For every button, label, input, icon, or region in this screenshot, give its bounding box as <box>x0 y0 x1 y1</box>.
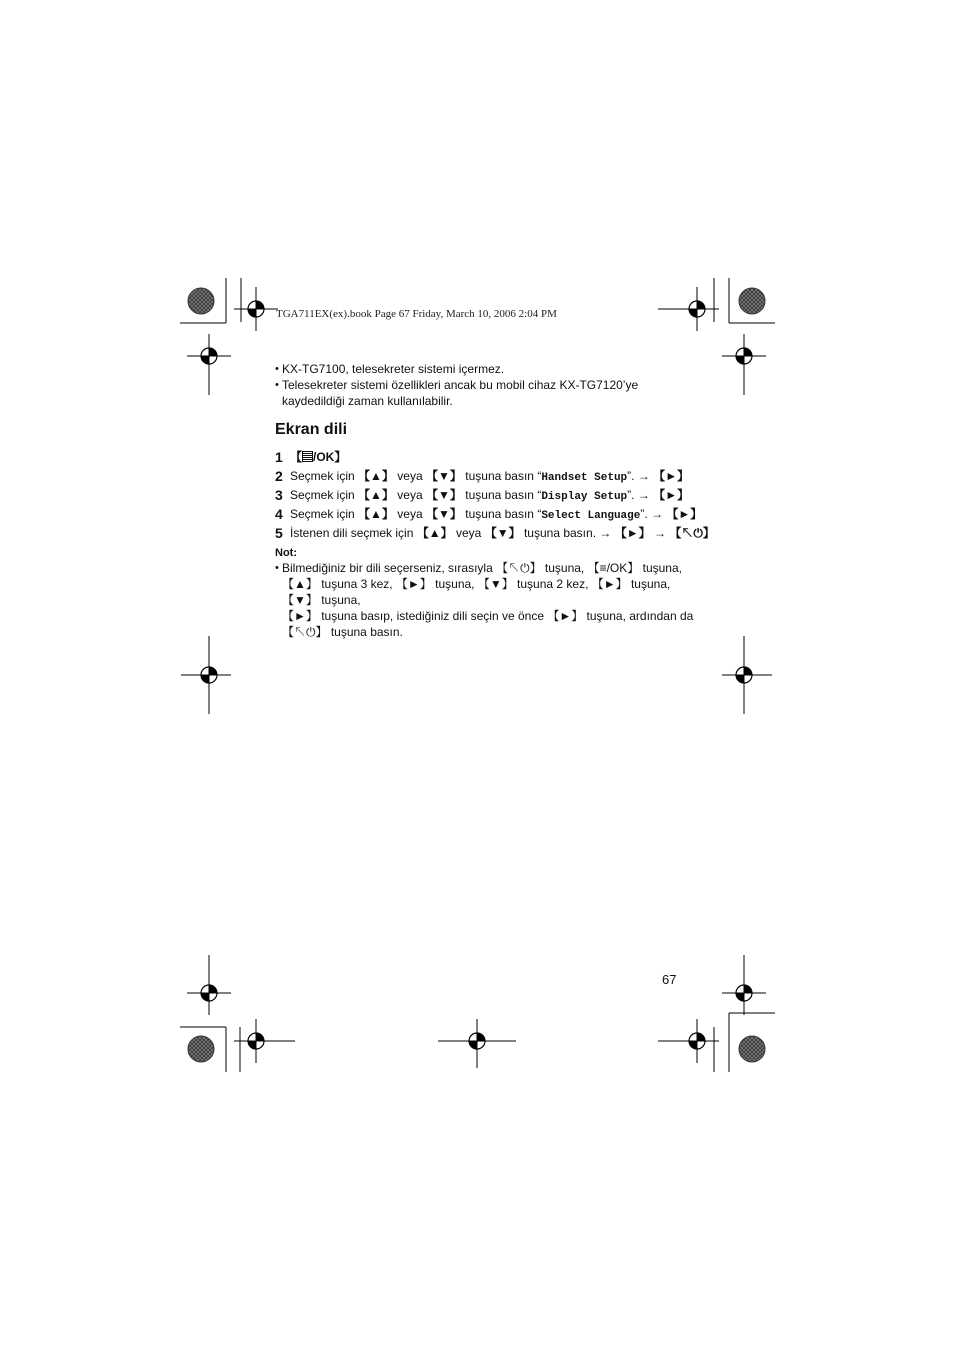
step-text: tuşuna basın “ <box>465 469 542 483</box>
up-key: 【▲】 <box>358 507 394 521</box>
registration-mark-icon <box>187 971 231 1015</box>
down-key: 【▼】 <box>426 488 462 502</box>
step-2: 2 Seçmek için 【▲】 veya 【▼】 tuşuna basın “Handset Setup”. → 【►】 <box>275 468 690 484</box>
down-key: 【▼】 <box>426 507 462 521</box>
step-1 <box>275 448 695 467</box>
registration-mark-icon <box>187 653 231 697</box>
menu-icon <box>302 451 313 462</box>
step-text: tuşuna basın “ <box>465 507 542 521</box>
step-5 <box>275 524 715 543</box>
step-text: Seçmek için <box>290 469 355 483</box>
right-key: 【►】 <box>653 488 690 502</box>
step-number: 5 <box>275 525 283 541</box>
menu-item-code: Handset Setup <box>541 472 628 484</box>
step-text: tuşuna basın “ <box>465 488 542 502</box>
color-wheel-icon <box>188 288 214 314</box>
off-key: 【↖⏻】 <box>669 526 715 540</box>
page-content <box>275 361 715 640</box>
menu-item-code: Select Language <box>541 510 641 522</box>
step-3: 3 Seçmek için 【▲】 veya 【▼】 tuşuna basın “Display Setup”. → 【►】 <box>275 487 690 503</box>
registration-mark-icon <box>722 653 766 697</box>
note-line: • Bilmediğiniz bir dili seçerseniz, sırasıyla 【↖⏻】 tuşuna, 【≡/OK】 tuşuna, <box>282 561 682 575</box>
menu-item-code: Display Setup <box>541 491 628 503</box>
up-key: 【▲】 <box>358 488 394 502</box>
bullet-item: • Telesekreter sistemi özellikleri ancak bu mobil cihaz KX-TG7120’ye kaydedildiği zaman kullanılabilir. <box>275 377 695 409</box>
color-wheel-icon <box>739 288 765 314</box>
step-number: 1 <box>275 449 283 465</box>
note-line: 【▲】 tuşuna 3 kez, 【►】 tuşuna, 【▼】 tuşuna 2 kez, 【►】 tuşuna, 【▼】 tuşuna, <box>282 577 671 607</box>
up-key: 【▲】 <box>358 469 394 483</box>
page-number: 67 <box>662 972 677 987</box>
step-text: Seçmek için <box>290 507 355 521</box>
arrow-icon: → <box>637 488 650 502</box>
note-line: 【↖⏻】 tuşuna basın. <box>282 625 403 639</box>
arrow-icon: → <box>653 526 666 540</box>
note-text <box>275 560 695 640</box>
down-key: 【▼】 <box>426 469 462 483</box>
step-number: 2 <box>275 468 283 484</box>
step-text: veya <box>397 488 423 502</box>
print-header-info: TGA711EX(ex).book Page 67 Friday, March 10, 2006 2:04 PM <box>276 308 557 320</box>
registration-mark-icon <box>722 971 766 1015</box>
step-number: 3 <box>275 487 283 503</box>
menu-ok-key: 【 /OK】 <box>290 450 347 464</box>
bullet-item: • KX-TG7100, telesekreter sistemi içermez. <box>275 361 695 377</box>
step-text: veya <box>397 507 423 521</box>
note-line: 【►】 tuşuna basıp, istediğiniz dili seçin ve önce 【►】 tuşuna, ardından da <box>282 609 694 623</box>
step-text: veya <box>456 526 482 540</box>
arrow-icon: → <box>651 507 664 521</box>
step-text: tuşuna basın. <box>523 526 597 540</box>
color-wheel-icon <box>739 1036 765 1062</box>
arrow-icon: → <box>637 469 650 483</box>
step-number: 4 <box>275 506 283 522</box>
note-label: Not: <box>275 547 297 559</box>
color-wheel-icon <box>188 1036 214 1062</box>
step-text: Seçmek için <box>290 488 355 502</box>
section-title: Ekran dili <box>275 421 348 438</box>
down-key: 【▼】 <box>484 526 521 540</box>
arrow-icon: → <box>599 526 612 540</box>
right-key: 【►】 <box>614 526 651 540</box>
up-key: 【▲】 <box>416 526 453 540</box>
right-key: 【►】 <box>653 469 690 483</box>
step-text: veya <box>397 469 423 483</box>
step-4: 4 Seçmek için 【▲】 veya 【▼】 tuşuna basın “Select Language”. → 【►】 <box>275 506 703 522</box>
right-key: 【►】 <box>666 507 703 521</box>
step-text: İstenen dili seçmek için <box>290 526 414 540</box>
